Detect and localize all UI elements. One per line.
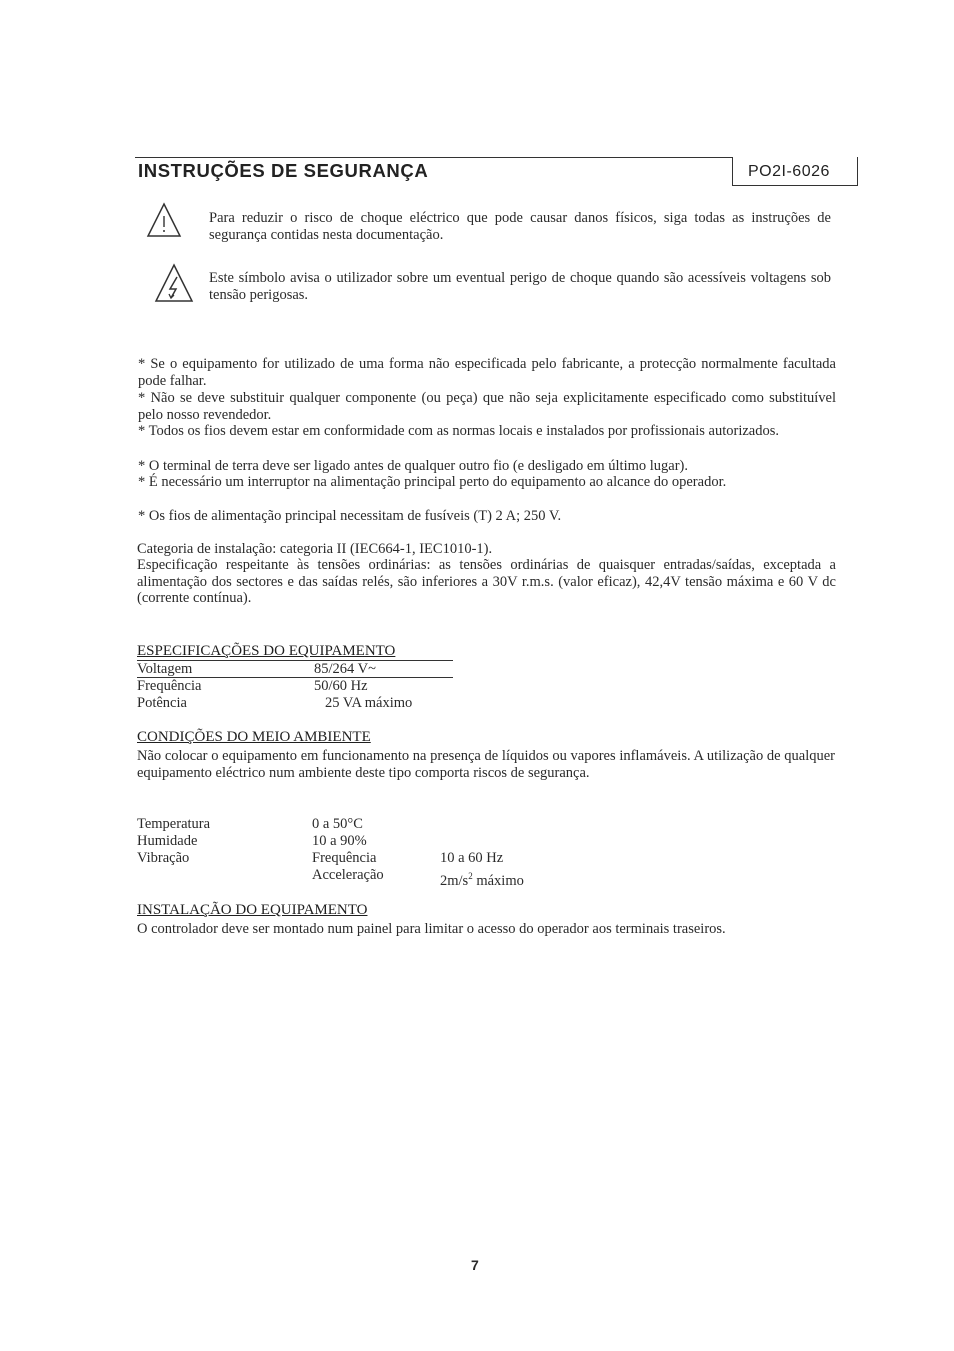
accel-tail: máximo [472,872,524,889]
caution-triangle-icon [146,202,182,243]
safety-bullet: * Não se deve substituir qualquer componente (ou peça) que não seja explicitamente especificado como substituível pelo nosso revendedor. [138,390,836,423]
equipment-specs-heading: ESPECIFICAÇÕES DO EQUIPAMENTO [137,643,396,659]
safety-bullet: * É necessário um interruptor na alimentação principal perto do equipamento ao alcance do operador. [138,474,727,490]
safety-bullet: * Todos os fios devem estar em conformidade com as normas locais e instalados por profissionais autorizados. [138,423,780,439]
env-value: 10 a 90% [312,833,367,849]
accel-base: 2m/s [440,872,469,889]
safety-bullet: * O terminal de terra deve ser ligado antes de qualquer outro fio (e desligado em último lugar). [138,458,689,474]
env-value: 0 a 50°C [312,816,363,832]
accel-exponent: 2 [468,871,473,881]
spec-label: Frequência [137,678,202,694]
safety-bullet: * Se o equipamento for utilizado de uma forma não especificada pelo fabricante, a protecção normalmente facultada pode falhar. [138,356,836,389]
environment-heading: CONDIÇÕES DO MEIO AMBIENTE [137,729,371,745]
env-label: Temperatura [137,816,211,832]
document-code: PO2I-6026 [748,163,830,180]
warning-text-general: Para reduzir o risco de choque eléctrico que pode causar danos físicos, siga todas as instruções de segurança contidas nesta documentação. [209,210,831,243]
env-sublabel: Frequência [312,850,377,866]
header-rule [135,157,732,158]
env-value-accel [440,868,524,889]
page-title: INSTRUÇÕES DE SEGURANÇA [138,160,429,181]
spec-label: Voltagem [137,661,193,677]
env-sublabel: Acceleração [312,867,384,883]
electric-shock-icon [154,263,194,308]
installation-heading: INSTALAÇÃO DO EQUIPAMENTO [137,902,368,918]
installation-text: O controlador deve ser montado num painel para limitar o acesso do operador aos terminais traseiros. [137,921,726,937]
spec-label: Potência [137,695,187,711]
env-label: Vibração [137,850,190,866]
env-label: Humidade [137,833,198,849]
warning-text-shock: Este símbolo avisa o utilizador sobre um eventual perigo de choque quando são acessíveis voltagens sob tensão perigosas. [209,270,831,303]
spec-value: 25 VA máximo [325,695,413,711]
installation-category-line: Categoria de instalação: categoria II (IEC664-1, IEC1010-1). [137,541,493,557]
page-number: 7 [471,1257,479,1273]
safety-bullet: * Os fios de alimentação principal necessitam de fusíveis (T) 2 A; 250 V. [138,508,562,524]
env-value: 10 a 60 Hz [440,850,504,866]
environment-text: Não colocar o equipamento em funcionamento na presença de líquidos ou vapores inflamáveis. A utilização de qualquer equipamento eléctrico num ambiente deste tipo comporta riscos de segurança. [137,748,835,781]
ordinary-voltage-spec: Especificação respeitante às tensões ordinárias: as tensões ordinárias de quaisquer entradas/saídas, exceptada a alimentação dos sectores e das saídas relés, são inferiores a 30V r.m.s. (valor eficaz), 42,4V tensão máxima e 60 V dc (corrente contínua). [137,557,836,606]
spec-value: 85/264 V~ [314,661,376,677]
spec-value: 50/60 Hz [314,678,368,694]
